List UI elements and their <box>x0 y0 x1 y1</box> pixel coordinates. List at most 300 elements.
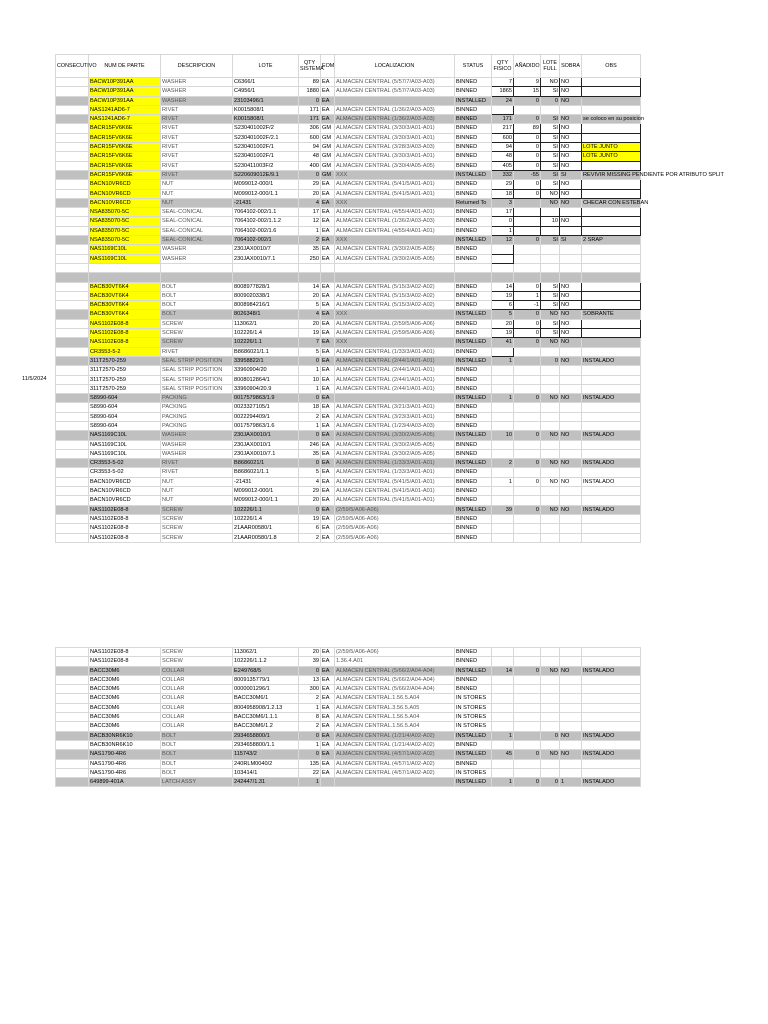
cell-consecutivo <box>56 731 89 740</box>
cell-eom: EA <box>321 236 335 245</box>
cell-eom: EA <box>321 533 335 542</box>
cell-lote-full <box>541 384 560 393</box>
cell-num-parte: BACB30VT6K4 <box>89 301 161 310</box>
table-row <box>56 477 641 486</box>
cell-lote: 230JAX0010/1 <box>233 440 299 449</box>
cell-num-parte: BACW10P391AA <box>89 78 161 87</box>
cell-lote: 102226/1.4 <box>233 514 299 523</box>
cell-qty-sistema: 1 <box>299 366 321 375</box>
cell-num-parte: BACN10VR6CD <box>89 180 161 189</box>
cell-obs <box>582 78 641 87</box>
cell-obs <box>582 496 641 505</box>
cell-anadido: 0 <box>514 96 541 105</box>
cell-qty-fisico <box>492 768 514 777</box>
cell-status: BINNED <box>455 124 492 133</box>
cell-localizacion: ALMACEN CENTRAL (3/30/2/A05-A05) <box>335 449 455 458</box>
cell-lote <box>233 273 299 282</box>
cell-qty-fisico <box>492 468 514 477</box>
cell-anadido: 89 <box>514 124 541 133</box>
cell-num-parte: BACC30M6 <box>89 666 161 675</box>
cell-descripcion: WASHER <box>161 254 233 263</box>
cell-consecutivo <box>56 338 89 347</box>
cell-lote: S230401002F/1 <box>233 152 299 161</box>
cell-qty-fisico: 20 <box>492 319 514 328</box>
cell-eom: EA <box>321 657 335 666</box>
cell-anadido <box>514 105 541 114</box>
cell-lote-full <box>541 675 560 684</box>
cell-qty-fisico <box>492 487 514 496</box>
cell-localizacion: ALMACEN CENTRAL (1/21/4/A02-A02) <box>335 740 455 749</box>
cell-localizacion: ALMACEN CENTRAL (2/44/1/A01-A01) <box>335 375 455 384</box>
cell-anadido <box>514 533 541 542</box>
cell-num-parte: NAS1102E08-8 <box>89 514 161 523</box>
cell-consecutivo <box>56 487 89 496</box>
table-row <box>56 310 641 319</box>
cell-eom: GM <box>321 124 335 133</box>
cell-qty-fisico: 14 <box>492 282 514 291</box>
cell-anadido <box>514 254 541 263</box>
cell-lote: 2934658800/1.1 <box>233 740 299 749</box>
table-row <box>56 180 641 189</box>
cell-consecutivo <box>56 477 89 486</box>
cell-anadido <box>514 703 541 712</box>
cell-obs <box>582 524 641 533</box>
table-row <box>56 524 641 533</box>
table-row <box>56 273 641 282</box>
cell-sobra: NO <box>560 143 582 152</box>
cell-sobra <box>560 245 582 254</box>
cell-consecutivo <box>56 347 89 356</box>
cell-eom: EA <box>321 496 335 505</box>
cell-eom: EA <box>321 666 335 675</box>
cell-descripcion: WASHER <box>161 431 233 440</box>
cell-consecutivo <box>56 449 89 458</box>
cell-consecutivo <box>56 115 89 124</box>
cell-qty-sistema: 20 <box>299 319 321 328</box>
table-row <box>56 208 641 217</box>
cell-lote-full <box>541 524 560 533</box>
cell-anadido <box>514 713 541 722</box>
cell-qty-fisico: 18 <box>492 189 514 198</box>
cell-status: INSTALLED <box>455 666 492 675</box>
cell-consecutivo <box>56 403 89 412</box>
table-row <box>56 768 641 777</box>
cell-localizacion: ALMACEN CENTRAL (3/30/3/A01-A01) <box>335 124 455 133</box>
cell-qty-fisico <box>492 366 514 375</box>
cell-obs <box>582 189 641 198</box>
cell-sobra: NO <box>560 217 582 226</box>
cell-descripcion: BOLT <box>161 301 233 310</box>
cell-status: BINNED <box>455 477 492 486</box>
cell-qty-fisico <box>492 105 514 114</box>
cell-obs: INSTALADO <box>582 459 641 468</box>
cell-obs: INSTALADO <box>582 666 641 675</box>
cell-qty-sistema: 20 <box>299 496 321 505</box>
cell-localizacion: (2/59/5/A06-A06) <box>335 505 455 514</box>
cell-sobra <box>560 375 582 384</box>
cell-descripcion: LATCH ASSY <box>161 778 233 787</box>
cell-sobra: NO <box>560 161 582 170</box>
cell-lote: 230JAX0010/7 <box>233 245 299 254</box>
cell-descripcion <box>161 273 233 282</box>
cell-obs <box>582 217 641 226</box>
cell-status: BINNED <box>455 152 492 161</box>
cell-num-parte: NAS1102E08-8 <box>89 319 161 328</box>
cell-qty-sistema: 13 <box>299 675 321 684</box>
cell-lote-full: SI <box>541 180 560 189</box>
cell-status: INSTALLED <box>455 778 492 787</box>
cell-lote-full <box>541 722 560 731</box>
cell-lote-full <box>541 208 560 217</box>
cell-eom: EA <box>321 282 335 291</box>
cell-localizacion: (2/59/5/A06-A06) <box>335 533 455 542</box>
cell-status: BINNED <box>455 685 492 694</box>
cell-descripcion: RIVET <box>161 459 233 468</box>
cell-localizacion: ALMACEN CENTRAL.1.56.5.A04 <box>335 694 455 703</box>
cell-qty-sistema: 1880 <box>299 87 321 96</box>
table-row <box>56 694 641 703</box>
cell-qty-fisico <box>492 648 514 657</box>
cell-consecutivo <box>56 161 89 170</box>
cell-sobra <box>560 648 582 657</box>
cell-descripcion: WASHER <box>161 449 233 458</box>
table-row <box>56 722 641 731</box>
cell-obs <box>582 273 641 282</box>
cell-localizacion: ALMACEN CENTRAL (5/15/3/A02-A02) <box>335 291 455 300</box>
cell-obs: REVIVIR MISSING PENDIENTE POR ATRIBUTO SPLIT <box>583 171 724 178</box>
cell-lote: B8686021/1.1 <box>233 468 299 477</box>
cell-obs <box>582 301 641 310</box>
table-row <box>56 301 641 310</box>
cell-lote-full <box>541 648 560 657</box>
cell-qty-sistema: 171 <box>299 105 321 114</box>
cell-obs <box>582 347 641 356</box>
cell-qty-fisico: 19 <box>492 329 514 338</box>
cell-qty-fisico: 10 <box>492 431 514 440</box>
cell-lote: 115743/2 <box>233 750 299 759</box>
cell-obs <box>582 449 641 458</box>
cell-lote: 8009020338/1 <box>233 291 299 300</box>
cell-lote-full: NO <box>541 431 560 440</box>
cell-lote: 230JAX0010/7.1 <box>233 449 299 458</box>
cell-lote: 7064102-002/1.1 <box>233 208 299 217</box>
cell-status: BINNED <box>455 487 492 496</box>
cell-obs <box>582 468 641 477</box>
cell-lote: 0023327105/1 <box>233 403 299 412</box>
cell-anadido <box>514 375 541 384</box>
cell-status: BINNED <box>455 375 492 384</box>
cell-num-parte: BACN10VR6CD <box>89 496 161 505</box>
cell-obs <box>582 740 641 749</box>
cell-lote: 8008977828/1 <box>233 282 299 291</box>
cell-consecutivo <box>56 657 89 666</box>
cell-sobra <box>560 740 582 749</box>
cell-qty-fisico <box>492 347 514 356</box>
cell-status: BINNED <box>455 657 492 666</box>
table-row <box>56 319 641 328</box>
cell-localizacion: ALMACEN CENTRAL (5/41/5/A01-A01) <box>335 180 455 189</box>
cell-status: INSTALLED <box>455 96 492 105</box>
cell-sobra: NO <box>560 189 582 198</box>
cell-qty-sistema: 5 <box>299 347 321 356</box>
cell-localizacion: ALMACEN CENTRAL (4/57/1/A02-A02) <box>335 768 455 777</box>
cell-obs <box>582 226 641 235</box>
cell-status: INSTALLED <box>455 459 492 468</box>
cell-consecutivo <box>56 236 89 245</box>
cell-descripcion: RIVET <box>161 133 233 142</box>
cell-lote: 103414/1 <box>233 768 299 777</box>
cell-status: BINNED <box>455 78 492 87</box>
cell-num-parte: BACR15FV6K6E <box>89 161 161 170</box>
cell-lote-full: SI <box>541 124 560 133</box>
cell-descripcion: SCREW <box>161 319 233 328</box>
cell-num-parte: BACN10VR6CD <box>89 198 161 207</box>
cell-num-parte: BACN10VR6CD <box>89 477 161 486</box>
cell-qty-fisico <box>492 694 514 703</box>
cell-anadido: 0 <box>514 152 541 161</box>
cell-status: BINNED <box>455 347 492 356</box>
cell-sobra <box>560 759 582 768</box>
cell-anadido <box>514 648 541 657</box>
cell-qty-sistema: 89 <box>299 78 321 87</box>
cell-anadido: 0 <box>514 143 541 152</box>
cell-lote-full: SI <box>541 115 560 124</box>
cell-sobra <box>560 273 582 282</box>
cell-lote-full <box>541 226 560 235</box>
cell-eom: EA <box>321 722 335 731</box>
cell-qty-sistema: 2 <box>299 533 321 542</box>
cell-lote: 102226/1.1 <box>233 338 299 347</box>
cell-consecutivo <box>56 713 89 722</box>
cell-qty-sistema: 246 <box>299 440 321 449</box>
table-row <box>56 384 641 393</box>
table-row <box>56 198 641 207</box>
cell-status: BINNED <box>455 254 492 263</box>
cell-status: BINNED <box>455 319 492 328</box>
cell-status: BINNED <box>455 533 492 542</box>
cell-anadido: 0 <box>514 236 541 245</box>
cell-obs: se coloco en su posicion <box>583 116 644 123</box>
cell-eom: EA <box>321 675 335 684</box>
cell-sobra <box>560 403 582 412</box>
cell-localizacion: ALMACEN CENTRAL (2/44/1/A01-A01) <box>335 384 455 393</box>
cell-status: BINNED <box>455 161 492 170</box>
cell-obs <box>582 514 641 523</box>
cell-lote: 230JAX0010/7.1 <box>233 254 299 263</box>
table-row <box>56 87 641 96</box>
table-row <box>56 431 641 440</box>
cell-qty-sistema: 171 <box>299 115 321 124</box>
cell-sobra <box>560 675 582 684</box>
cell-lote-full: SI <box>541 329 560 338</box>
cell-descripcion: PACKING <box>161 394 233 403</box>
cell-num-parte: S8990-604 <box>89 403 161 412</box>
cell-consecutivo <box>56 384 89 393</box>
cell-num-parte: BACC30M6 <box>89 722 161 731</box>
cell-lote-full: NO <box>541 477 560 486</box>
cell-status: INSTALLED <box>455 236 492 245</box>
cell-anadido <box>514 722 541 731</box>
cell-lote-full <box>541 263 560 272</box>
cell-obs <box>582 338 641 347</box>
cell-descripcion: SCREW <box>161 329 233 338</box>
cell-eom: EA <box>321 310 335 319</box>
cell-eom: EA <box>321 217 335 226</box>
cell-localizacion: ALMACEN CENTRAL (4/55/4/A01-A01) <box>335 226 455 235</box>
cell-eom: EA <box>321 505 335 514</box>
cell-anadido: 0 <box>514 394 541 403</box>
cell-num-parte: 311T2570-259 <box>89 356 161 365</box>
cell-descripcion: COLLAR <box>161 666 233 675</box>
cell-descripcion: BOLT <box>161 731 233 740</box>
cell-descripcion: NUT <box>161 189 233 198</box>
cell-consecutivo <box>56 329 89 338</box>
cell-num-parte: NAS1169C10L <box>89 254 161 263</box>
cell-localizacion: (2/59/5/A06-A06) <box>335 514 455 523</box>
cell-status: BINNED <box>455 449 492 458</box>
cell-eom: EA <box>321 356 335 365</box>
cell-qty-sistema: 0 <box>299 170 321 179</box>
cell-lote: 8009135779/1 <box>233 675 299 684</box>
cell-sobra: NO <box>560 78 582 87</box>
cell-num-parte: 649899-401A <box>89 778 161 787</box>
table-row <box>56 115 641 124</box>
cell-lote-full: NO <box>541 394 560 403</box>
cell-descripcion: RIVET <box>161 347 233 356</box>
cell-qty-sistema: 0 <box>299 731 321 740</box>
cell-obs <box>582 722 641 731</box>
cell-qty-fisico <box>492 657 514 666</box>
cell-descripcion <box>161 263 233 272</box>
cell-localizacion: ALMACEN CENTRAL (1/33/3/A01-A01) <box>335 347 455 356</box>
cell-consecutivo <box>56 301 89 310</box>
cell-qty-sistema: 135 <box>299 759 321 768</box>
cell-anadido <box>514 468 541 477</box>
cell-consecutivo <box>56 394 89 403</box>
cell-qty-fisico: 3 <box>492 198 514 207</box>
header-eom: EOM <box>321 55 335 78</box>
table-row <box>56 226 641 235</box>
side-date: 11/5/2024 <box>22 376 47 382</box>
table-row <box>56 338 641 347</box>
cell-status: INSTALLED <box>455 505 492 514</box>
cell-anadido <box>514 694 541 703</box>
cell-lote-full <box>541 449 560 458</box>
table-row <box>56 356 641 365</box>
cell-sobra: NO <box>560 115 582 124</box>
cell-descripcion: RIVET <box>161 143 233 152</box>
cell-num-parte: NSA835070-5C <box>89 208 161 217</box>
cell-anadido: 0 <box>514 133 541 142</box>
cell-localizacion: ALMACEN CENTRAL (5/66/2/A04-A04) <box>335 675 455 684</box>
cell-qty-fisico: 405 <box>492 161 514 170</box>
cell-localizacion: XXX <box>335 338 455 347</box>
cell-status: BINNED <box>455 133 492 142</box>
cell-qty-fisico: 6 <box>492 301 514 310</box>
header-qty-sistema: QTY SISTEMA <box>299 55 321 78</box>
cell-consecutivo <box>56 778 89 787</box>
cell-lote-full: NO <box>541 505 560 514</box>
cell-localizacion: ALMACEN CENTRAL (2/59/5/A06-A06) <box>335 329 455 338</box>
cell-localizacion: ALMACEN CENTRAL.3.56.5.A05 <box>335 703 455 712</box>
cell-consecutivo <box>56 440 89 449</box>
cell-status: BINNED <box>455 403 492 412</box>
cell-num-parte: BACR15FV6K6E <box>89 170 161 179</box>
cell-sobra: NO <box>560 731 582 740</box>
cell-consecutivo <box>56 412 89 421</box>
cell-descripcion: WASHER <box>161 96 233 105</box>
cell-localizacion: ALMACEN CENTRAL (3/30/2/A05-A05) <box>335 254 455 263</box>
cell-qty-fisico <box>492 263 514 272</box>
cell-sobra <box>560 412 582 421</box>
cell-qty-fisico: 1 <box>492 356 514 365</box>
cell-qty-fisico: 171 <box>492 115 514 124</box>
cell-sobra: NO <box>560 124 582 133</box>
cell-descripcion: SEAL STRIP POSITION <box>161 366 233 375</box>
cell-eom: EA <box>321 412 335 421</box>
cell-lote-full <box>541 273 560 282</box>
cell-qty-sistema: 17 <box>299 208 321 217</box>
cell-lote: 0017579863/1.6 <box>233 421 299 430</box>
cell-lote-full <box>541 514 560 523</box>
cell-eom: EA <box>321 449 335 458</box>
cell-lote: 21AAR00580/1.8 <box>233 533 299 542</box>
cell-obs <box>582 533 641 542</box>
cell-status: IN STORES <box>455 768 492 777</box>
cell-lote-full <box>541 403 560 412</box>
cell-status: INSTALLED <box>455 338 492 347</box>
cell-status: BINNED <box>455 245 492 254</box>
cell-lote-full: 0 <box>541 731 560 740</box>
table-row <box>56 740 641 749</box>
cell-qty-fisico <box>492 496 514 505</box>
cell-qty-fisico <box>492 254 514 263</box>
cell-sobra <box>560 468 582 477</box>
cell-lote: 240RLM0040/2 <box>233 759 299 768</box>
cell-obs: INSTALADO <box>582 477 641 486</box>
cell-status: IN STORES <box>455 713 492 722</box>
cell-status <box>455 273 492 282</box>
cell-lote-full: 0 <box>541 356 560 365</box>
cell-sobra: NO <box>560 356 582 365</box>
cell-status: BINNED <box>455 180 492 189</box>
cell-consecutivo <box>56 505 89 514</box>
cell-lote: BACC30M6/1 <box>233 694 299 703</box>
cell-sobra: NO <box>560 301 582 310</box>
cell-status: BINNED <box>455 115 492 124</box>
cell-anadido <box>514 487 541 496</box>
cell-qty-sistema: 20 <box>299 648 321 657</box>
cell-consecutivo <box>56 421 89 430</box>
cell-localizacion: (2/59/5/A06-A06) <box>335 524 455 533</box>
cell-qty-sistema: 0 <box>299 356 321 365</box>
cell-lote-full <box>541 703 560 712</box>
cell-obs: 2 SRAP <box>582 236 641 245</box>
cell-qty-fisico <box>492 722 514 731</box>
cell-qty-sistema <box>299 273 321 282</box>
cell-obs <box>582 421 641 430</box>
cell-qty-fisico: 332 <box>492 170 514 179</box>
cell-sobra <box>560 449 582 458</box>
cell-localizacion: ALMACEN CENTRAL (5/41/5/A01-A01) <box>335 189 455 198</box>
cell-lote-full <box>541 759 560 768</box>
cell-qty-fisico <box>492 740 514 749</box>
table-row <box>56 421 641 430</box>
table-row <box>56 685 641 694</box>
cell-lote-full <box>541 440 560 449</box>
cell-qty-fisico <box>492 273 514 282</box>
cell-num-parte: BACB30VT6K4 <box>89 282 161 291</box>
